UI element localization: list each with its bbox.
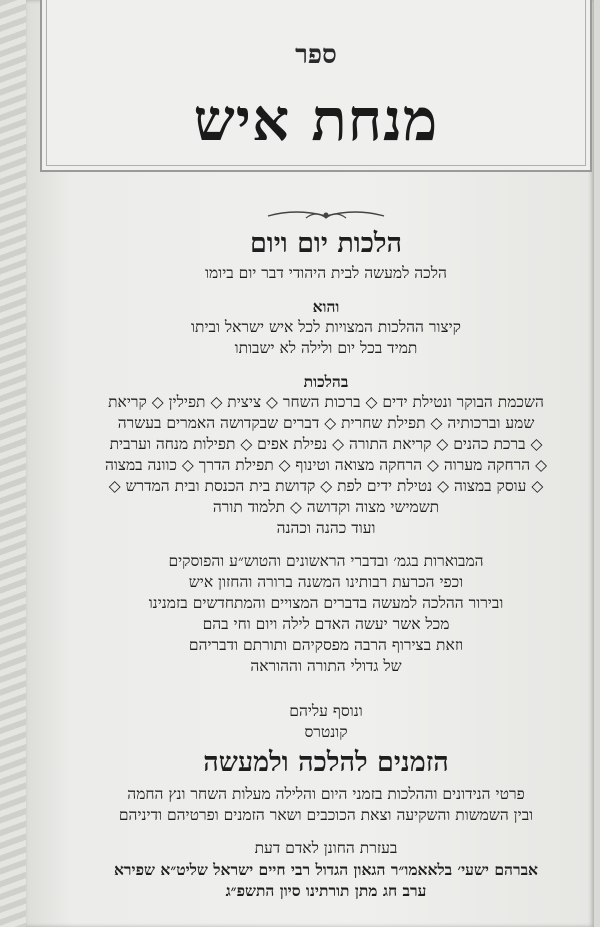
topics-line: ◇ הרחקה מערוה ◇ הרחקה מצואה וטינוף ◇ תפילת הדרך ◇ כוונה במצוה [104,456,548,474]
title-content [66,176,586,901]
sources-line: וכפי הכרעת רבותינו המשנה ברורה והחזון איש [188,573,464,591]
addendum-description: פרטי הנידונים וההלכות בזמני היום והלילה מעלות השחר ונץ החמה [127,785,525,803]
addendum-description: ובין השמשות והשקיעה וצאת הכוכבים ושאר הזמנים ופרטיהם ודיניהם [118,806,534,824]
help-line: בעזרת החונן לאדם דעת [254,839,398,857]
author-name: אברהם ישעי׳ בלאאמו״ר הגאון הגדול רבי חיים ישראל שליט״א שפירא [113,860,539,879]
title-page [26,0,594,927]
description-line: קיצור ההלכות המצויות לכל איש ישראל וביתו [191,318,461,336]
description-line: תמיד בכל יום ולילה לא ישבותו [234,339,418,357]
addendum-intro: ונוסף עליהם [289,702,363,720]
vehu-label: והוא [312,297,340,316]
topics-intro: בהלכות [303,372,349,391]
sources-line: וזאת בצירוף הרבה מפסקיהם ותורתם ודבריהם [188,636,464,654]
topics-line: ◇ עוסק במצוה ◇ נטילת ידים לפת ◇ קדושת בית הכנסת ובית המדרש ◇ [108,477,544,495]
topics-line: ועוד כהנה וכהנה [276,519,376,537]
sources-line: המבוארות בגמ׳ ובדברי הראשונים והטוש״ע והפוסקים [168,552,484,570]
topics-line: השכמת הבוקר ונטילת ידים ◇ ברכות השחר ◇ ציצית ◇ תפילין ◇ קריאת [108,393,544,411]
section-subheading: הלכה למעשה לבית היהודי דבר יום ביומו [205,264,447,282]
topics-line: ◇ ברכת כהנים ◇ קריאת התורה ◇ נפילת אפים ◇ תפילות מנחה וערבית [109,435,543,453]
sources-line: ובירור ההלכה למעשה בדברים המצויים והמתחדשים בזמנינו [148,594,504,612]
sefer-label: ספר [295,40,337,70]
ornament-divider-icon [266,206,386,222]
section-heading: הלכות יום ויום [249,228,403,259]
kuntres-label: קונטרס [304,723,348,741]
book-title: מנחת איש [193,86,439,154]
sources-line: של גדולי התורה וההוראה [250,657,402,675]
addendum-title: הזמנים להלכה ולמעשה [203,747,449,778]
topics-line: שמע וברכותיה ◇ תפילת שחרית ◇ דברים שבקדושה האמרים בעשרה [117,414,535,432]
topics-line: תשמישי מצוה וקדושה ◇ תלמוד תורה [212,498,440,516]
title-frame [40,0,592,172]
sources-line: מכל אשר יעשה האדם לילה ויום וחי בהם [202,615,450,633]
decorative-page-edge [0,0,27,927]
publication-date: ערב חג מתן תורתינו סיון התשפ״ג [225,881,427,900]
